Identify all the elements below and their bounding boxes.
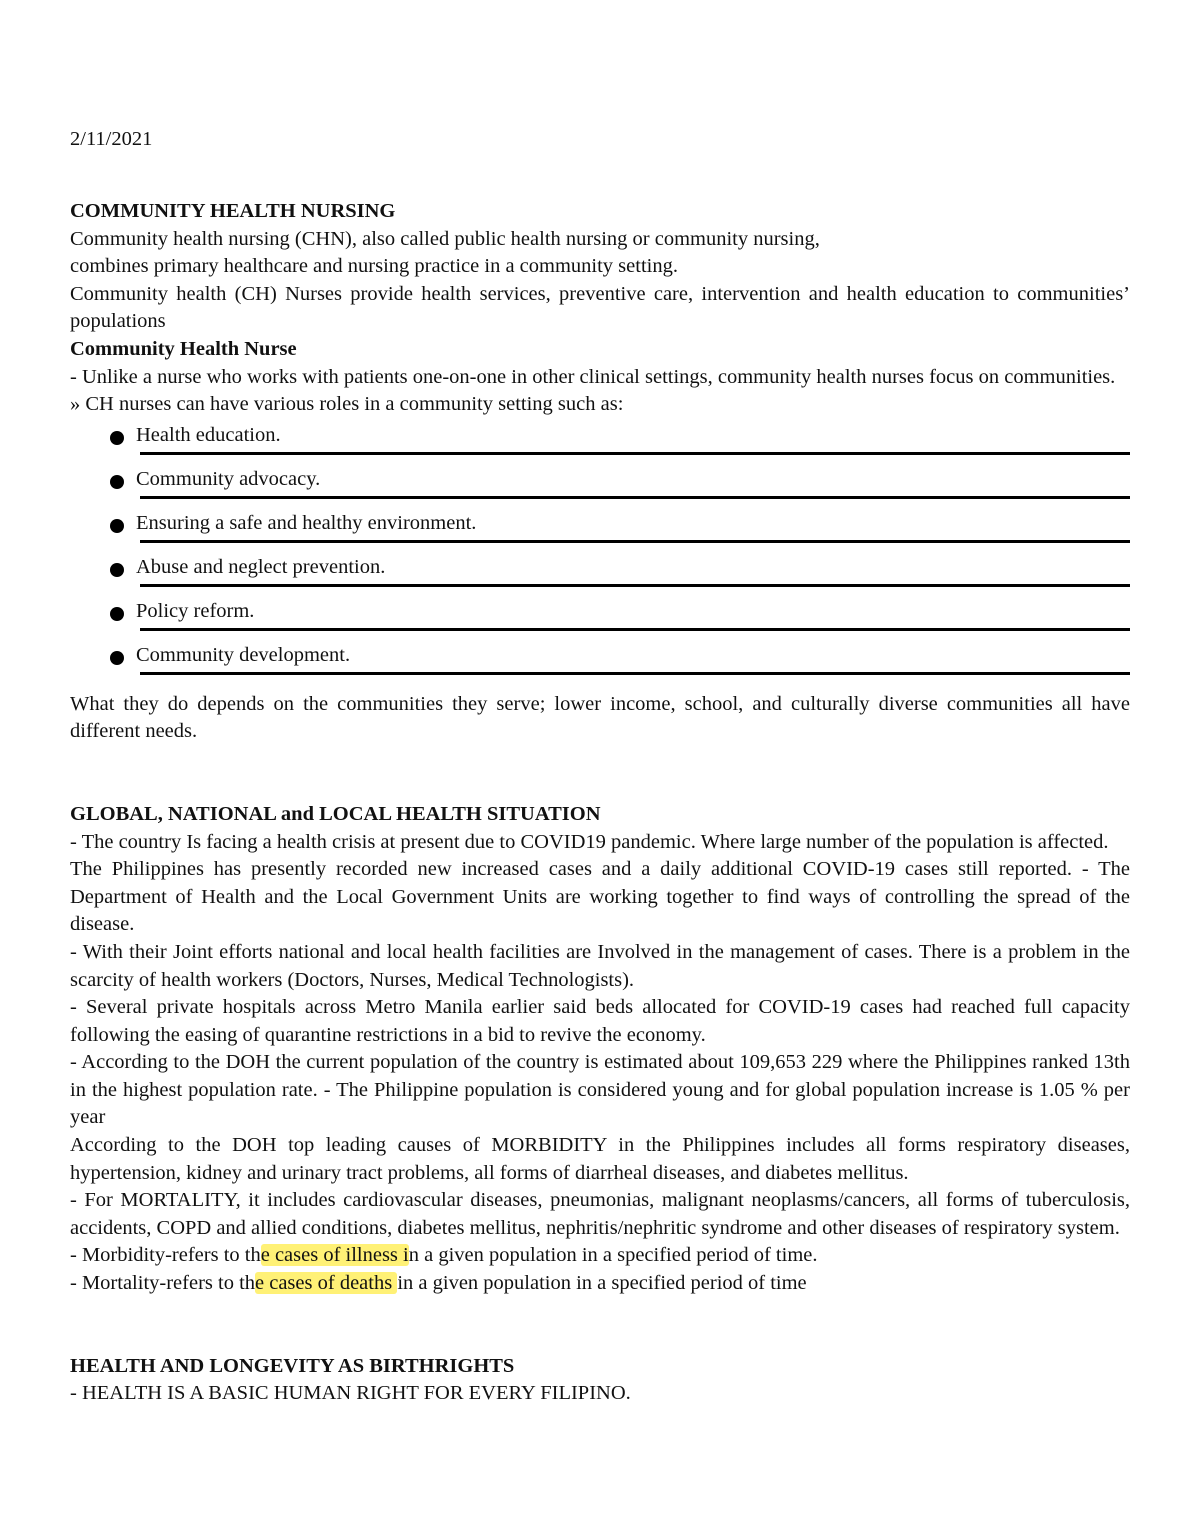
list-item <box>70 469 1130 513</box>
underline-rule <box>140 540 1130 543</box>
section-heading-health-situation: GLOBAL, NATIONAL and LOCAL HEALTH SITUATION <box>70 802 601 825</box>
bullet-icon <box>110 651 124 665</box>
list-item <box>70 645 1130 689</box>
paragraph: » CH nurses can have various roles in a community setting such as: <box>70 393 624 416</box>
text-run: n a given population in a specified period of time. <box>408 1244 818 1267</box>
bullet-icon <box>110 563 124 577</box>
highlighted-text: e cases of illness i <box>260 1244 409 1267</box>
section-spacer <box>70 746 1130 801</box>
highlighted-text: e cases of deaths <box>255 1272 398 1295</box>
subheading-community-health-nurse: Community Health Nurse <box>70 337 297 360</box>
paragraph: combines primary healthcare and nursing practice in a community setting. <box>70 255 678 278</box>
section-heading-chn: COMMUNITY HEALTH NURSING <box>70 200 396 222</box>
list-item <box>70 425 1130 469</box>
section-spacer <box>70 1298 1130 1353</box>
underline-rule <box>140 496 1130 499</box>
list-item-text: Policy reform. <box>136 599 255 622</box>
paragraph: - The country Is facing a health crisis at present due to COVID19 pandemic. Where large number of the population is affected. <box>70 830 1109 853</box>
list-item-text: Ensuring a safe and healthy environment. <box>136 511 477 534</box>
paragraph: - For MORTALITY, it includes cardiovascular diseases, pneumonias, malignant neoplasms/cancers, all forms of tuberculosis, accidents, COPD and allied conditions, diabetes mellitus, nephritis/nephritic syndrome and other diseases of respiratory system. <box>70 1189 1130 1239</box>
list-item-text: Community advocacy. <box>136 467 321 490</box>
paragraph: Community health (CH) Nurses provide health services, preventive care, intervention and health education to communities’ populations <box>70 282 1130 333</box>
underline-rule <box>140 672 1130 675</box>
bullet-icon <box>110 607 124 621</box>
document-date: 2/11/2021 <box>70 128 153 150</box>
paragraph: - With their Joint efforts national and local health facilities are Involved in the management of cases. There is a problem in the scarcity of health workers (Doctors, Nurses, Medical Technologists). <box>70 940 1130 991</box>
bullet-icon <box>110 519 124 533</box>
paragraph: - HEALTH IS A BASIC HUMAN RIGHT FOR EVERY FILIPINO. <box>70 1382 631 1405</box>
document-body <box>70 198 1130 1408</box>
list-item-text: Community development. <box>136 643 351 666</box>
morbidity-definition <box>70 1242 1130 1270</box>
bullet-icon <box>110 431 124 445</box>
text-run: in a given population in a specified period of time <box>397 1272 807 1295</box>
list-item <box>70 557 1130 601</box>
roles-list <box>70 425 1130 689</box>
section-heading-birthrights: HEALTH AND LONGEVITY AS BIRTHRIGHTS <box>70 1354 515 1377</box>
underline-rule <box>140 584 1130 587</box>
paragraph: - Several private hospitals across Metro Manila earlier said beds allocated for COVID-19 cases had reached full capacity following the easing of quarantine restrictions in a bid to revive the economy. <box>70 996 1130 1046</box>
paragraph: According to the DOH top leading causes of MORBIDITY in the Philippines includes all forms respiratory diseases, hypertension, kidney and urinary tract problems, all forms of diarrheal diseases, and diabetes mellitus. <box>70 1134 1130 1184</box>
list-item-text: Abuse and neglect prevention. <box>136 555 386 578</box>
paragraph: - Unlike a nurse who works with patients one-on-one in other clinical settings, community health nurses focus on communities. <box>70 365 1116 388</box>
paragraph: The Philippines has presently recorded new increased cases and a daily additional COVID-19 cases still reported. - The Department of Health and the Local Government Units are working together to find ways of controlling the spread of the disease. <box>70 858 1130 936</box>
text-run: - Mortality-refers to th <box>70 1272 256 1295</box>
text-run: - Morbidity-refers to th <box>70 1244 261 1267</box>
paragraph: What they do depends on the communities they serve; lower income, school, and culturally diverse communities all have different needs. <box>70 692 1130 743</box>
list-item-text: Health education. <box>136 423 281 446</box>
paragraph: Community health nursing (CHN), also called public health nursing or community nursing, <box>70 227 820 250</box>
bullet-icon <box>110 475 124 489</box>
paragraph: - According to the DOH the current population of the country is estimated about 109,653 229 where the Philippines ranked 13th in the highest population rate. - The Philippine population is considered young and for global population increase is 1.05 % per year <box>70 1051 1130 1129</box>
list-item <box>70 513 1130 557</box>
list-item <box>70 601 1130 645</box>
underline-rule <box>140 628 1130 631</box>
mortality-definition <box>70 1270 1130 1298</box>
underline-rule <box>140 452 1130 455</box>
